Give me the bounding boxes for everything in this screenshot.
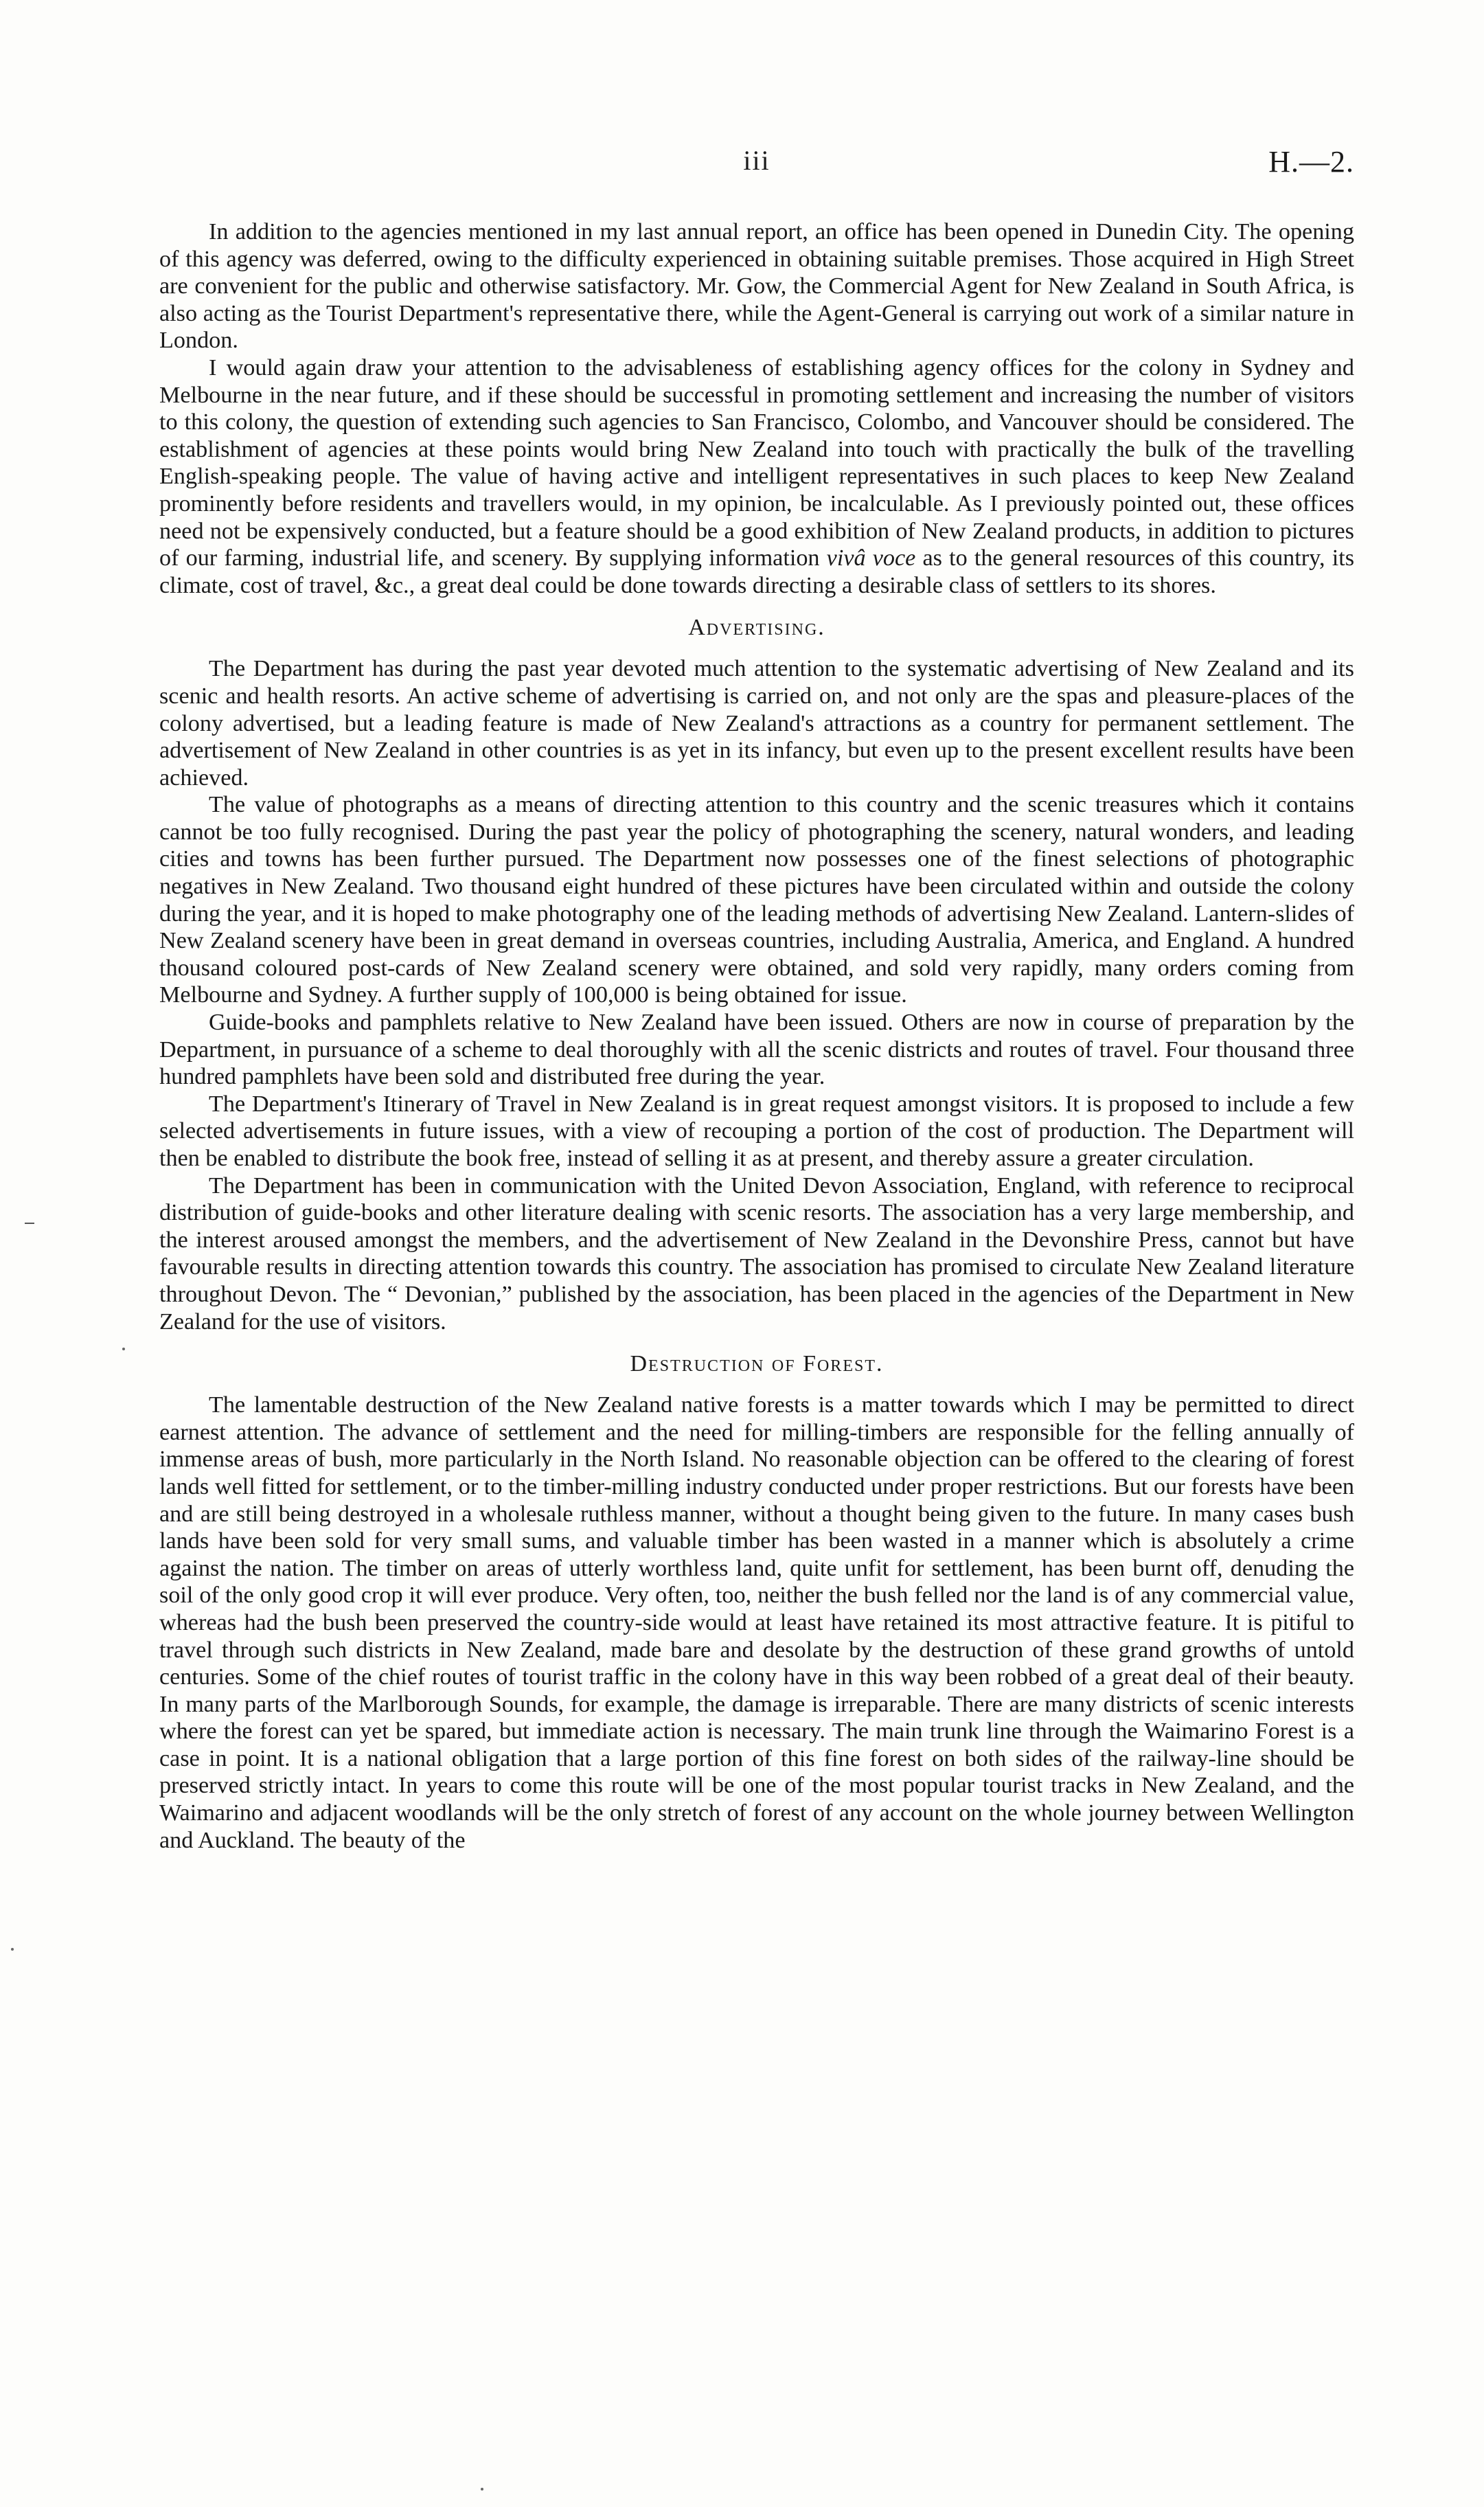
margin-dot [481, 2488, 483, 2491]
paragraph-text: I would again draw your attention to the advisableness of establishing agency offices for the colony in Sydney and Melbourne in the near future, and if these should be successful in promoting settlement and increasing the number of visitors to this colony, the question of extending such agencies to San Francisco, Colombo, and Vancouver should be considered. The establishment of agencies at these points would bring New Zealand into touch with practically the bulk of the travelling English-speaking people. The value of having active and intelligent representatives in such places to keep New Zealand prominently before residents and travellers would, in my opinion, be incalculable. As I previously pointed out, these offices need not be expensively conducted, but a feature should be a good exhibition of New Zealand products, in addition to pictures of our farming, industrial life, and scenery. By supplying information [159, 354, 1354, 571]
paragraph-agency-offices [159, 354, 1354, 599]
margin-dot [11, 1948, 14, 1951]
paragraph-advertising-2: The value of photographs as a means of directing attention to this country and the scenic treasures which it contains cannot be too fully recognised. During the past year the policy of photographing the scenery, natural wonders, and leading cities and towns has been further pursued. The Department now possesses one of the finest selections of photographic negatives in New Zealand. Two thousand eight hundred of these pictures have been circulated within and outside the colony during the year, and it is hoped to make photography one of the leading methods of advertising New Zealand. Lantern-slides of New Zealand scenery have been in great demand in overseas countries, including Australia, America, and England. A hundred thousand coloured post-cards of New Zealand scenery were obtained, and sold very rapidly, many orders coming from Melbourne and Sydney. A further supply of 100,000 is being obtained for issue. [159, 792, 1354, 1008]
paragraph-advertising-4: The Department's Itinerary of Travel in New Zealand is in great request amongst visitors. It is proposed to include a few selected advertisements in future issues, with a view of recouping a portion of the cost of production. The Department will then be enabled to distribute the book free, instead of selling it as at present, and thereby assure a greater circulation. [159, 1091, 1354, 1171]
running-header [159, 144, 1354, 185]
paragraph-agencies: In addition to the agencies mentioned in my last annual report, an office has been opened in Dunedin City. The opening of this agency was deferred, owing to the difficulty experienced in obtaining suitable premises. Those acquired in High Street are convenient for the public and otherwise satisfactory. Mr. Gow, the Commercial Agent for New Zealand in South Africa, is also acting as the Tourist Department's representative there, while the Agent-General is carrying out work of a similar nature in London. [159, 219, 1354, 354]
paragraph-advertising-5: The Department has been in communication with the United Devon Association, England, with reference to reciprocal distribution of guide-books and other literature dealing with scenic resorts. The association has a very large membership, and the interest aroused amongst the members, and the advertisement of New Zealand in the Devonshire Press, cannot but have favourable results in directing attention towards this country. The association has promised to circulate New Zealand literature throughout Devon. The “ Devonian,” published by the association, has been placed in the agencies of the Department in New Zealand for the use of visitors. [159, 1172, 1354, 1335]
paragraph-advertising-1: The Department has during the past year devoted much attention to the systematic advertising of New Zealand and its scenic and health resorts. An active scheme of advertising is carried on, and not only are the spas and pleasure-places of the colony advertised, but a leading feature is made of New Zealand's attractions as a country for permanent settlement. The advertisement of New Zealand in other countries is as yet in its infancy, but even up to the present excellent results have been achieved. [159, 656, 1354, 791]
margin-mark [25, 1223, 34, 1224]
italic-phrase: vivâ voce [826, 545, 916, 571]
margin-dot [122, 1348, 125, 1350]
paragraph-forest-1: The lamentable destruction of the New Zealand native forests is a matter towards which I may be permitted to direct earnest attention. The advance of settlement and the need for milling-timbers are responsible for the felling annually of immense areas of bush, more particularly in the North Island. No reasonable objection can be offered to the clearing of forest lands well fitted for settlement, or to the timber-milling industry conducted under proper restrictions. But our forests have been and are still being destroyed in a wholesale ruthless manner, without a thought being given to the future. In many cases bush lands have been sold for very small sums, and valuable timber has been wasted in a manner which is absolutely a crime against the nation. The timber on areas of utterly worthless land, quite unfit for settlement, has been burnt off, denuding the soil of the only good crop it will ever produce. Very often, too, neither the bush felled nor the land is of any commercial value, whereas had the bush been preserved the country-side would at least have retained its most attractive feature. It is pitiful to travel through such districts in New Zealand, made bare and desolate by the destruction of these grand growths of untold centuries. Some of the chief routes of tourist traffic in the colony have in this way been robbed of a great deal of their beauty. In many parts of the Marlborough Sounds, for example, the damage is irreparable. There are many districts of scenic interests where the forest can yet be spared, but immediate action is necessary. The main trunk line through the Waimarino Forest is a case in point. It is a national obligation that a large portion of this fine forest on both sides of the railway-line should be preserved strictly intact. In years to come this route will be one of the most popular tourist tracks in New Zealand, and the Waimarino and adjacent woodlands will be the only stretch of forest of any account on the whole journey between Wellington and Auckland. The beauty of the [159, 1392, 1354, 1853]
page-number: iii [743, 145, 770, 176]
section-heading-advertising: Advertising. [688, 615, 825, 641]
report-body [159, 218, 1354, 1854]
section-heading-forest: Destruction of Forest. [630, 1351, 884, 1377]
document-reference: H.—2. [1268, 145, 1354, 179]
paragraph-text: as to the general resources of this country, its climate, cost of travel, &c., a great deal could be done towards directing a desirable class of settlers to its shores. [159, 545, 1355, 598]
paragraph-advertising-3: Guide-books and pamphlets relative to New Zealand have been issued. Others are now in course of preparation by the Department, in pursuance of a scheme to deal thoroughly with all the scenic districts and routes of travel. Four thousand three hundred pamphlets have been sold and distributed free during the year. [159, 1010, 1354, 1090]
